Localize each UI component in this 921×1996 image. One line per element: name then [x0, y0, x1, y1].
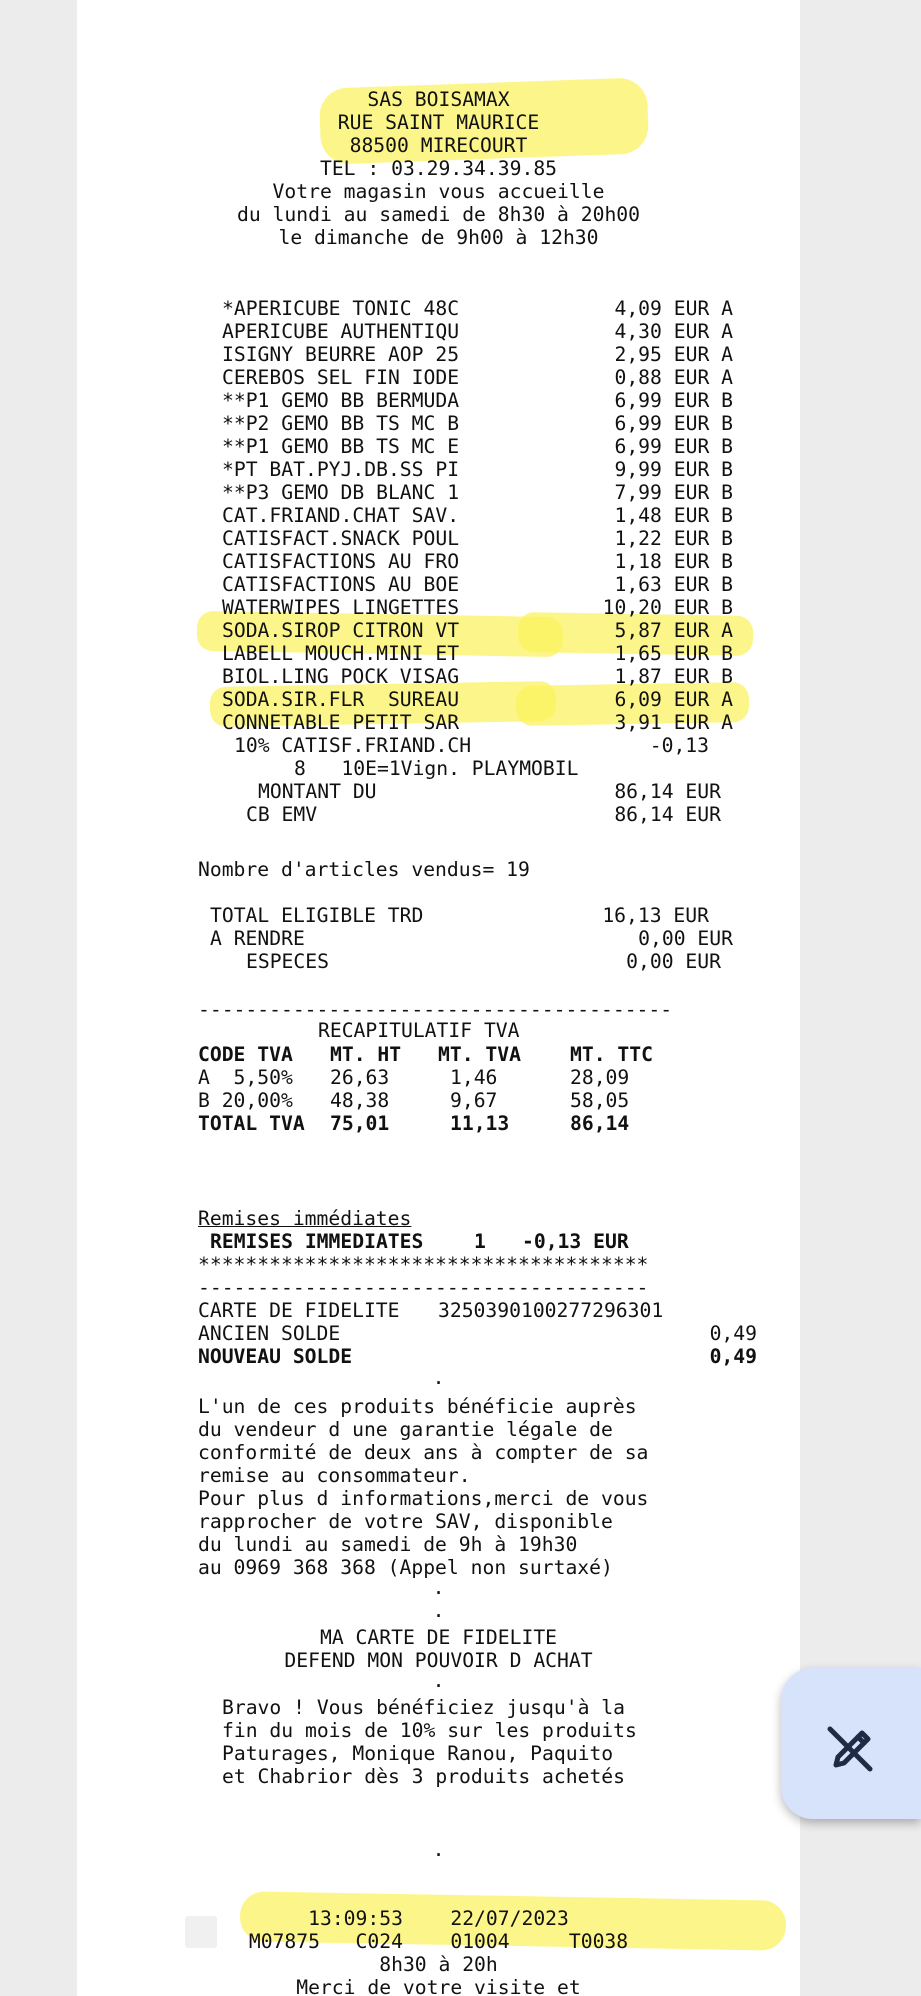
ancien-solde-label: ANCIEN SOLDE	[198, 1322, 341, 1345]
item-price: 7,99 EUR B	[614, 481, 733, 504]
item-price: 1,18 EUR B	[614, 550, 733, 573]
guarantee-text: conformité de deux ans à compter de sa	[198, 1441, 649, 1464]
total-trd-value: 16,13 EUR	[602, 904, 709, 927]
item-name: *APERICUBE TONIC 48C	[222, 297, 460, 320]
montant-du-label: MONTANT DU	[258, 780, 377, 803]
nouveau-solde-label: NOUVEAU SOLDE	[198, 1345, 353, 1368]
divider-stars: **************************************	[198, 1253, 649, 1276]
item-name: ISIGNY BEURRE AOP 25	[222, 343, 460, 366]
item-name: WATERWIPES LINGETTES	[222, 596, 460, 619]
guarantee-text: du lundi au samedi de 9h à 19h30	[198, 1533, 578, 1556]
fidelite-card-label: CARTE DE FIDELITE	[198, 1299, 400, 1322]
item-price: 10,20 EUR B	[602, 596, 733, 619]
tva-cell: 58,05	[570, 1089, 630, 1112]
remises-value: -0,13 EUR	[522, 1230, 629, 1253]
item-name: CATISFACTIONS AU FRO	[222, 550, 460, 573]
dot-separator: .	[432, 1599, 445, 1622]
divider-dashes-2: --------------------------------------	[198, 1276, 649, 1299]
item-name: LABELL MOUCH.MINI ET	[222, 642, 460, 665]
item-price: 4,09 EUR A	[614, 297, 733, 320]
item-price: 9,99 EUR B	[614, 458, 733, 481]
discount-label: 10% CATISF.FRIAND.CH	[234, 734, 472, 757]
item-price: 6,99 EUR B	[614, 389, 733, 412]
dot-separator: .	[432, 1576, 445, 1599]
hours-week: du lundi au samedi de 8h30 à 20h00	[237, 203, 640, 226]
footer-codes: M07875 C024 01004 T0038	[248, 1930, 629, 1953]
bravo-text: et Chabrior dès 3 produits achetés	[222, 1765, 625, 1788]
remises-label: REMISES IMMEDIATES	[210, 1230, 424, 1253]
especes-label: ESPECES	[246, 950, 329, 973]
welcome-text: Votre magasin vous accueille	[272, 180, 605, 203]
tva-title: RECAPITULATIF TVA	[318, 1019, 520, 1042]
tva-header-ttc: MT. TTC	[570, 1043, 653, 1066]
remises-heading: Remises immédiates	[198, 1207, 412, 1230]
dot-separator: .	[432, 1838, 445, 1861]
article-count: Nombre d'articles vendus= 19	[198, 858, 530, 881]
cb-emv-value: 86,14 EUR	[614, 803, 721, 826]
item-name: BIOL.LING POCK VISAG	[222, 665, 460, 688]
tva-total-tva: 11,13	[450, 1112, 510, 1135]
cb-emv-label: CB EMV	[246, 803, 318, 826]
item-name: **P2 GEMO BB TS MC B	[222, 412, 460, 435]
store-city: 88500 MIRECOURT	[349, 134, 528, 157]
item-name: CONNETABLE PETIT SAR	[222, 711, 460, 734]
a-rendre-value: 0,00 EUR	[638, 927, 733, 950]
item-price: 1,63 EUR B	[614, 573, 733, 596]
a-rendre-label: A RENDRE	[210, 927, 305, 950]
ancien-solde-value: 0,49	[709, 1322, 757, 1345]
item-price: 6,99 EUR B	[614, 435, 733, 458]
item-price: 3,91 EUR A	[614, 711, 733, 734]
guarantee-text: du vendeur d une garantie légale de	[198, 1418, 613, 1441]
item-name: APERICUBE AUTHENTIQU	[222, 320, 460, 343]
bravo-text: Bravo ! Vous bénéficiez jusqu'à la	[222, 1696, 625, 1719]
nouveau-solde-value: 0,49	[709, 1345, 757, 1368]
tva-total-label: TOTAL TVA	[198, 1112, 305, 1135]
dot-separator: .	[432, 1366, 445, 1389]
footer-thanks: Merci de votre visite et	[296, 1976, 581, 1996]
item-price: 2,95 EUR A	[614, 343, 733, 366]
item-price: 1,65 EUR B	[614, 642, 733, 665]
receipt-document[interactable]	[77, 0, 800, 1996]
fidelite-card-number: 3250390100277296301	[438, 1299, 664, 1322]
remises-count: 1	[474, 1230, 486, 1253]
tva-header-ht: MT. HT	[330, 1043, 402, 1066]
tva-cell: 1,46	[450, 1066, 498, 1089]
tva-cell: 48,38	[330, 1089, 390, 1112]
tva-header-code: CODE TVA	[198, 1043, 293, 1066]
item-name: *PT BAT.PYJ.DB.SS PI	[222, 458, 460, 481]
item-price: 0,88 EUR A	[614, 366, 733, 389]
store-tel: TEL : 03.29.34.39.85	[319, 157, 558, 180]
item-name: SODA.SIR.FLR SUREAU	[222, 688, 460, 711]
tva-total-ttc: 86,14	[570, 1112, 630, 1135]
discount-value: -0,13	[649, 734, 709, 757]
guarantee-text: Pour plus d informations,merci de vous	[198, 1487, 649, 1510]
item-name: CEREBOS SEL FIN IODE	[222, 366, 460, 389]
footer-hours: 8h30 à 20h	[379, 1953, 498, 1976]
bravo-text: Paturages, Monique Ranou, Paquito	[222, 1742, 614, 1765]
tva-cell: 9,67	[450, 1089, 498, 1112]
especes-value: 0,00 EUR	[626, 950, 721, 973]
item-name: **P1 GEMO BB TS MC E	[222, 435, 460, 458]
tva-cell: A 5,50%	[198, 1066, 293, 1089]
tva-cell: 26,63	[330, 1066, 390, 1089]
footer-datetime: 13:09:53 22/07/2023	[308, 1907, 569, 1930]
slogan-line: DEFEND MON POUVOIR D ACHAT	[284, 1649, 593, 1672]
item-price: 1,87 EUR B	[614, 665, 733, 688]
edit-button[interactable]	[781, 1668, 921, 1819]
edit-pen-icon	[822, 1715, 880, 1773]
item-price: 6,99 EUR B	[614, 412, 733, 435]
item-name: SODA.SIROP CITRON VT	[222, 619, 460, 642]
slogan-line: MA CARTE DE FIDELITE	[319, 1626, 558, 1649]
store-street: RUE SAINT MAURICE	[337, 111, 540, 134]
guarantee-text: au 0969 368 368 (Appel non surtaxé)	[198, 1556, 613, 1579]
item-name: CATISFACT.SNACK POUL	[222, 527, 460, 550]
item-name: **P3 GEMO DB BLANC 1	[222, 481, 460, 504]
item-price: 4,30 EUR A	[614, 320, 733, 343]
dot-separator: .	[432, 1669, 445, 1692]
tva-cell: B 20,00%	[198, 1089, 293, 1112]
item-price: 6,09 EUR A	[614, 688, 733, 711]
item-price: 5,87 EUR A	[614, 619, 733, 642]
item-price: 1,48 EUR B	[614, 504, 733, 527]
bravo-text: fin du mois de 10% sur les produits	[222, 1719, 637, 1742]
total-trd-label: TOTAL ELIGIBLE TRD	[210, 904, 424, 927]
item-name: CAT.FRIAND.CHAT SAV.	[222, 504, 460, 527]
item-price: 1,22 EUR B	[614, 527, 733, 550]
hours-sunday: le dimanche de 9h00 à 12h30	[278, 226, 599, 249]
store-name: SAS BOISAMAX	[367, 88, 510, 111]
tva-cell: 28,09	[570, 1066, 630, 1089]
promo-line: 8 10E=1Vign. PLAYMOBIL	[294, 757, 579, 780]
montant-du-value: 86,14 EUR	[614, 780, 721, 803]
guarantee-text: rapprocher de votre SAV, disponible	[198, 1510, 613, 1533]
tva-total-ht: 75,01	[330, 1112, 390, 1135]
divider-dashes: ----------------------------------------	[198, 998, 673, 1021]
guarantee-text: L'un de ces produits bénéficie auprès	[198, 1395, 637, 1418]
tva-header-tva: MT. TVA	[438, 1043, 521, 1066]
guarantee-text: remise au consommateur.	[198, 1464, 471, 1487]
item-name: **P1 GEMO BB BERMUDA	[222, 389, 460, 412]
item-name: CATISFACTIONS AU BOE	[222, 573, 460, 596]
